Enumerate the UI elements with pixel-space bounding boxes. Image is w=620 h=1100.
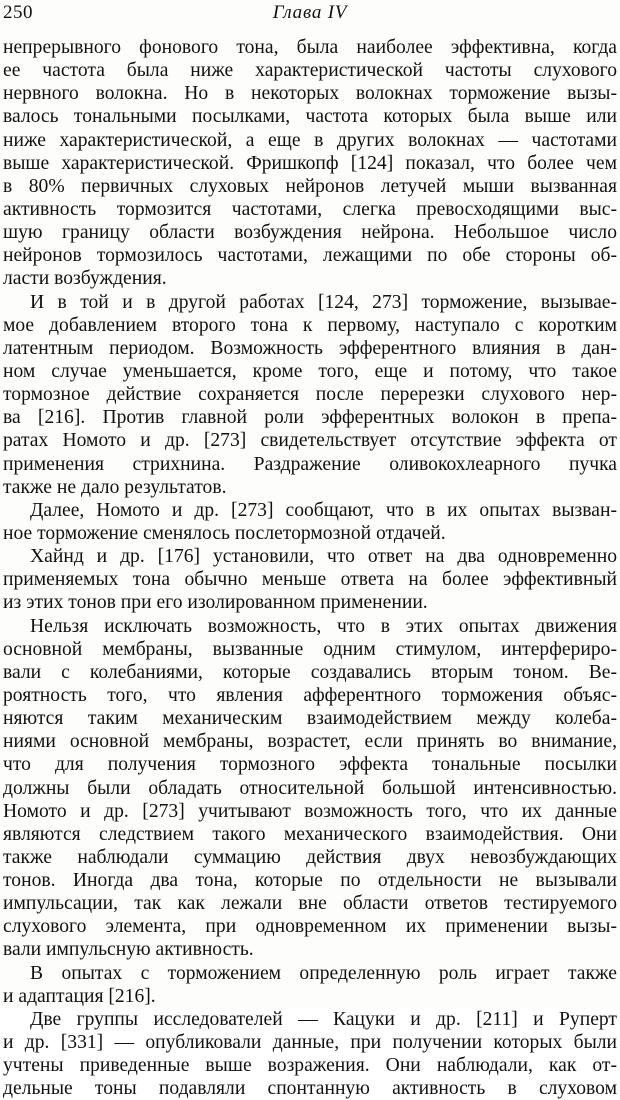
text-line: применяемых тона обычно меньше ответа на более эффективный (3, 569, 617, 591)
text-line: нервного волокна. Но в некоторых волокнах торможение вызы- (3, 83, 617, 105)
text-line: активность тормозится частотами, слегка превосходящими выс- (3, 198, 617, 220)
text-line: ратах Номото и др. [273] свидетельствует отсутствие эффекта от (3, 430, 617, 452)
body-text (3, 36, 617, 1100)
text-line: выше характеристической. Фришкопф [124] показал, что более чем (3, 152, 617, 174)
text-line: ниями основной мембраны, возрастет, если принять во внимание, (3, 731, 617, 753)
page-number: 250 (3, 2, 33, 23)
text-line: тормозное действие сохраняется после перерезки слухового нер- (3, 384, 617, 406)
text-line: И в той и в другой работах [124, 273] торможение, вызывае- (30, 291, 617, 313)
text-line: Нельзя исключать возможность, что в этих опытах движения (30, 615, 617, 637)
text-line: дельные тоны подавляли спонтанную активность в слуховом (3, 1078, 617, 1100)
text-line: валось тональными посылками, частота которых была выше или (3, 106, 617, 128)
text-line: нейронов тормозилось частотами, лежащими по обе стороны об- (3, 245, 617, 267)
text-line: шую границу области возбуждения нейрона. Небольшое число (3, 222, 617, 244)
text-line: слухового элемента, при одновременном их применении вызы- (3, 916, 617, 938)
text-line: импульсации, так как лежали вне области ответов тестируемого (3, 893, 617, 915)
page-header (3, 2, 617, 26)
text-line: что для получения тормозного эффекта тональные посылки (3, 754, 617, 776)
text-line: учтены приведенные выше возражения. Они наблюдали, как от- (3, 1055, 617, 1077)
text-line: Далее, Номото и др. [273] сообщают, что в их опытах вызван- (30, 499, 617, 521)
text-line: Две группы исследователей — Кацуки и др. [211] и Руперт (30, 1008, 617, 1030)
text-line: роятность того, что явления афферентного торможения объяс- (3, 684, 617, 706)
text-line: ниже характеристической, а еще в других волокнах — частотами (3, 129, 617, 151)
text-line: вали с колебаниями, которые создавались вторым тоном. Ве- (3, 661, 617, 683)
text-line: непрерывного фонового тона, была наиболее эффективна, когда (3, 37, 617, 58)
text-line: ее частота была ниже характеристической частоты слухового (3, 60, 617, 82)
text-line: из этих тонов при его изолированном применении. (3, 592, 428, 614)
text-line: В опытах с торможением определенную роль играет также (30, 962, 617, 984)
text-line: тонов. Иногда два тона, которые по отдельности не вызывали (3, 870, 617, 892)
text-line: также наблюдали суммацию действия двух невозбуждающих (3, 846, 617, 868)
text-line: Хайнд и др. [176] установили, что ответ на два одновременно (30, 546, 617, 568)
text-line: няются таким механическим взаимодействием между колеба- (3, 708, 617, 730)
text-line: вали импульсную активность. (3, 939, 254, 961)
text-line: мое добавлением второго тона к первому, наступало с коротким (3, 314, 617, 336)
text-line: ласти возбуждения. (3, 268, 167, 290)
text-line: являются следствием такого механического взаимодействия. Они (3, 823, 617, 845)
text-line: и адаптация [216]. (3, 985, 156, 1007)
text-line: Номото и др. [273] учитывают возможность того, что их данные (3, 800, 617, 822)
text-line: ное торможение сменялось послетормозной отдачей. (3, 522, 446, 544)
text-line: в 80% первичных слуховых нейронов летучей мыши вызванная (3, 175, 617, 197)
text-line: латентным периодом. Возможность эфферентного влияния в дан- (3, 337, 617, 359)
text-line: и др. [331] — опубликовали данные, при получении которых были (3, 1032, 617, 1054)
text-line: ном случае уменьшается, кроме того, еще и потому, что такое (3, 360, 617, 382)
text-line: основной мембраны, вызванные одним стимулом, интерфериро- (3, 638, 617, 660)
text-line: применения стрихнина. Раздражение оливокохлеарного пучка (3, 453, 617, 475)
text-line: ва [216]. Против главной роли эфферентных волокон в препа- (3, 407, 617, 429)
text-line: также не дало результатов. (3, 476, 227, 498)
chapter-running-head: Глава IV (272, 2, 348, 23)
text-line: должны были обладать относительной большой интенсивностью. (3, 777, 617, 799)
